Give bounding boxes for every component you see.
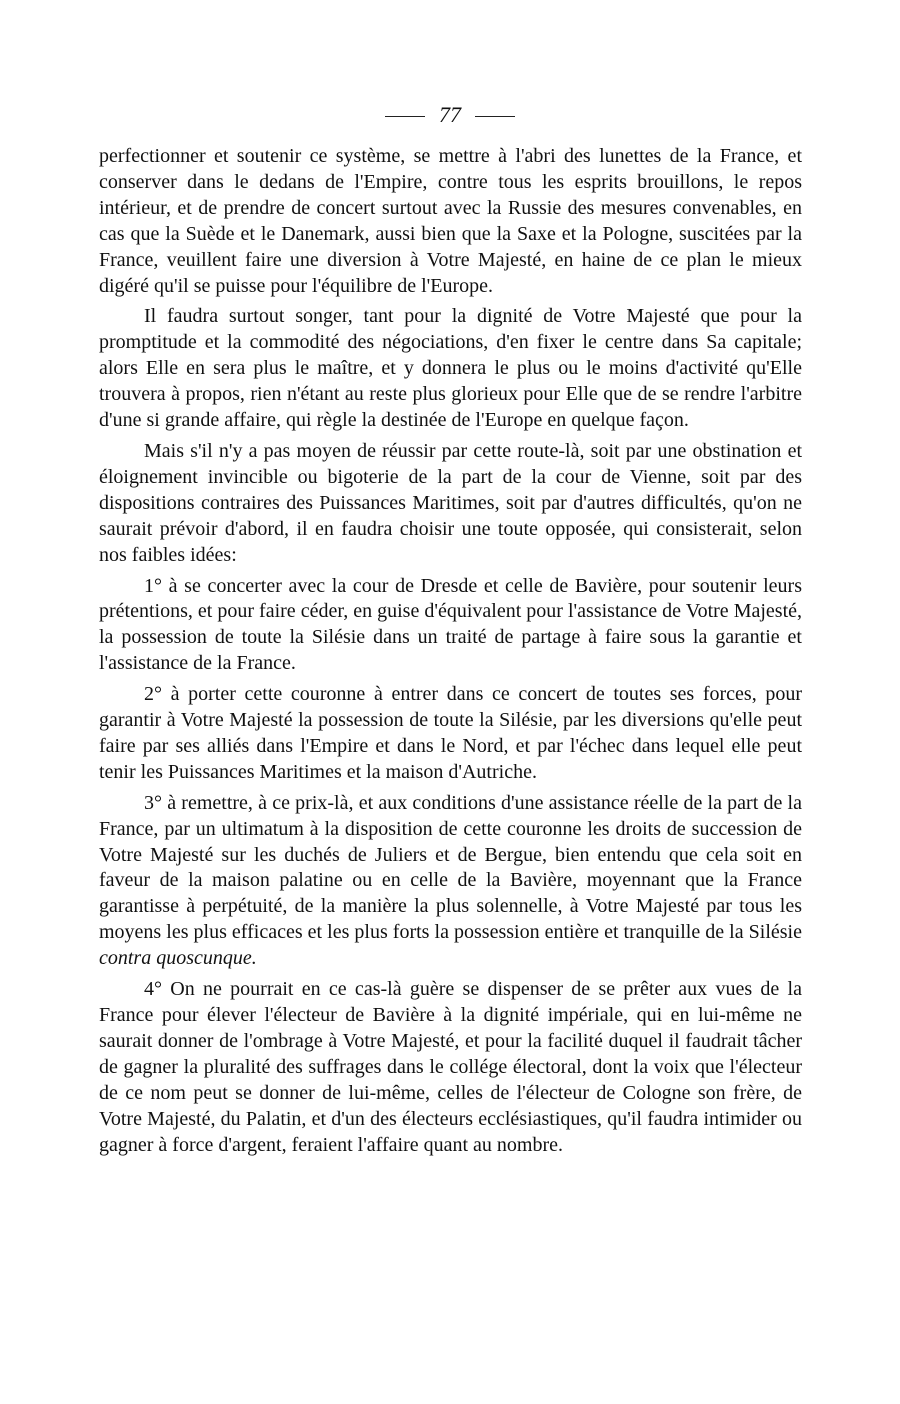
paragraph-2: Il faudra surtout songer, tant pour la dignité de Votre Majesté que pour la promptitude et la commodité des négociations, d'en fixer le centre dans Sa capitale; alors Elle en sera plus le maître, et y donnera le plus ou le moins d'activité qu'Elle trouvera à propos, rien n'étant au reste plus glorieux pour Elle que de se rendre l'arbitre d'une si grande affaire, qui règle la destinée de l'Europe en quelque façon. — [99, 305, 802, 432]
header-rule-left — [385, 116, 425, 117]
paragraph-6-italic: contra quoscunque. — [99, 947, 257, 970]
paragraph-7: 4° On ne pourrait en ce cas-là guère se dispenser de se prêter aux vues de la France pour élever l'électeur de Bavière à la dignité impériale, qui en lui-même ne saurait donner de l'ombrage à Votre Majesté, et pour la facilité duquel il faudrait tâcher de gagner la pluralité des suffrages dans le collége électoral, dont la voix que l'électeur de ce nom peut se donner de lui-même, celles de l'électeur de Cologne son frère, de Votre Majesté, du Palatin, et d'un des électeurs ecclésiastiques, qu'il faudra intimider ou gagner à force d'argent, feraient l'affaire quant au nombre. — [99, 978, 802, 1156]
paragraph-3: Mais s'il n'y a pas moyen de réussir par cette route-là, soit par une obstination et éloignement invincible ou bigoterie de la part de la cour de Vienne, soit par des dispositions contraires des Puissances Maritimes, soit par d'autres difficultés, qu'on ne saurait prévoir d'abord, il en faudra choisir une toute opposée, qui consisterait, selon nos faibles idées: — [99, 439, 802, 566]
paragraph-1: perfectionner et soutenir ce système, se mettre à l'abri des lunettes de la France, et conserver dans le dedans de l'Empire, contre tous les esprits brouillons, le repos intérieur, et de prendre de concert surtout avec la Russie des mesures convenables, en cas que la Suède et le Danemark, aussi bien que la Saxe et la Pologne, suscitées par la France, veuillent faire une diversion à Votre Majesté, en haine de ce plan le mieux digéré qu'il se puisse pour l'équilibre de l'Europe. — [99, 145, 802, 297]
page-number: 77 — [439, 102, 461, 127]
header-rule-right — [475, 116, 515, 117]
paragraph-5: 2° à porter cette couronne à entrer dans ce concert de toutes ses forces, pour garantir à Votre Majesté la possession de toute la Silésie, par les diversions qu'elle peut faire par ses alliés dans l'Empire et dans le Nord, et par l'échec dans lequel elle peut tenir les Puissances Maritimes et la maison d'Autriche. — [99, 683, 802, 783]
paragraph-6-text: 3° à remettre, à ce prix-là, et aux conditions d'une assistance réelle de la part de la France, par un ultimatum à la disposition de cette couronne les droits de succession de Votre Majesté sur les duchés de Juliers et de Bergue, bien entendu que cela soit en faveur de la maison palatine ou en celle de la Bavière, moyennant que la France garantisse à perpétuité, de la manière la plus solennelle, à Votre Majesté par tous les moyens les plus efficaces et les plus forts la possession entière et tranquille de la Silésie — [99, 791, 802, 944]
page-header — [0, 100, 900, 130]
body-text — [99, 144, 802, 1158]
paragraph-4: 1° à se concerter avec la cour de Dresde et celle de Bavière, pour soutenir leurs prétentions, et pour faire céder, en guise d'équivalent pour l'assistance de Votre Majesté, la possession de toute la Silésie dans un traité de partage à faire sous la garantie et l'assistance de la France. — [99, 574, 802, 675]
paragraph-6 — [99, 791, 802, 972]
